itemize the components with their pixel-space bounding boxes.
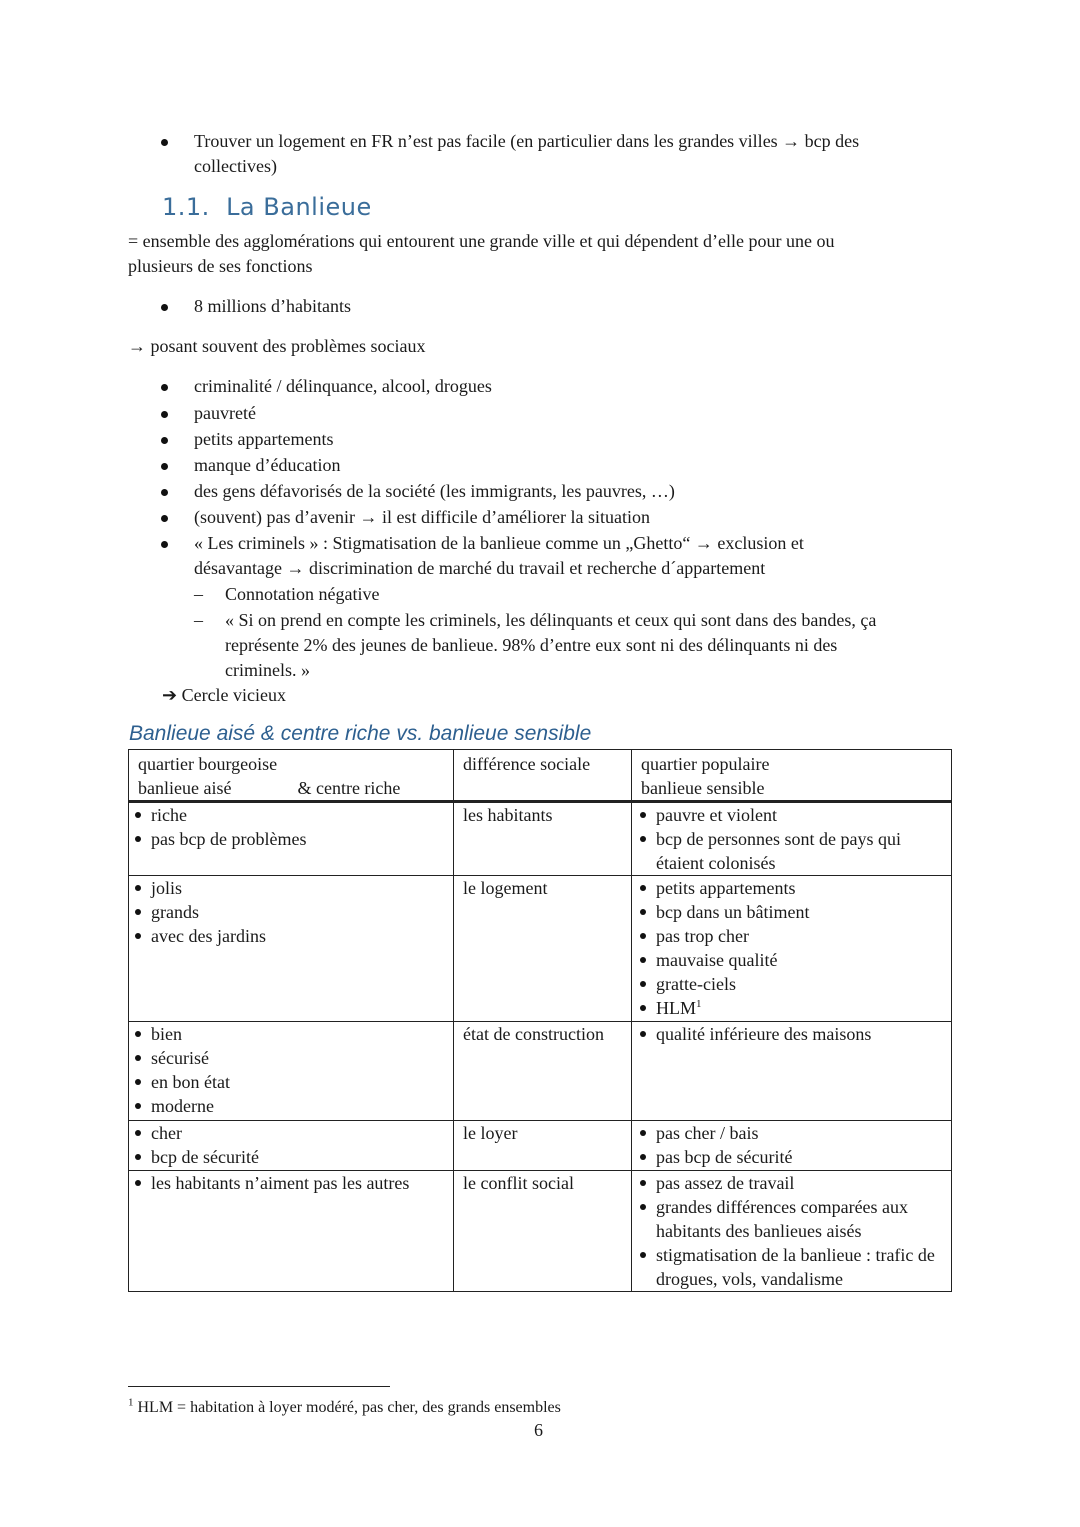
intro-bullet-line1: Trouver un logement en FR n’est pas facile (en particulier dans les grandes villes → bcp des [194, 131, 860, 151]
list-item: grands [131, 900, 453, 924]
problems-intro: → posant souvent des problèmes sociaux [128, 336, 426, 356]
list-item: pas bcp de sécurité [636, 1145, 951, 1169]
list-item: grandes différences comparées aux habitants des banlieues aisés [636, 1195, 951, 1243]
footnote-separator [128, 1386, 390, 1387]
bullet-dot [161, 411, 168, 418]
bullet-dot [161, 463, 168, 470]
header-col1-line2 [138, 776, 453, 800]
problem-item: des gens défavorisés de la société (les immigrants, les pauvres, …) [194, 481, 675, 501]
problem-item: (souvent) pas d’avenir → il est difficile d’améliorer la situation [194, 507, 651, 527]
list-item: pas trop cher [636, 924, 951, 948]
table-row [129, 1171, 952, 1292]
list-item: qualité inférieure des maisons [636, 1022, 951, 1046]
table-row [129, 1121, 952, 1171]
row-category: le logement [454, 876, 632, 1022]
quote-line2: représente 2% des jeunes de banlieue. 98% d’entre eux sont ni des délinquants ni des [225, 635, 838, 655]
list-item: mauvaise qualité [636, 948, 951, 972]
row-right-cell [632, 876, 952, 1022]
list-item: avec des jardins [131, 924, 453, 948]
header-col1 [129, 750, 454, 802]
table-row [129, 1022, 952, 1121]
footnote-text: HLM = habitation à loyer modéré, pas cher, des grands ensembles [137, 1399, 561, 1416]
bullet-dot [161, 541, 168, 548]
row-category: les habitants [454, 802, 632, 876]
list-item: bcp dans un bâtiment [636, 900, 951, 924]
definition-line2: plusieurs de ses fonctions [128, 256, 313, 276]
dash-mark: – [194, 584, 203, 604]
list-item: stigmatisation de la banlieue : trafic de drogues, vols, vandalisme [636, 1243, 951, 1291]
row-right-cell [632, 1171, 952, 1292]
list-item: bcp de personnes sont de pays qui étaient colonisés [636, 827, 951, 875]
row-category: état de construction [454, 1022, 632, 1121]
problem-item: criminalité / délinquance, alcool, drogues [194, 376, 492, 396]
list-item: sécurisé [131, 1046, 453, 1070]
hlm-text: HLM [656, 998, 696, 1018]
problem-item: pauvreté [194, 403, 256, 423]
list-item: bcp de sécurité [131, 1145, 453, 1169]
row-left-cell [129, 1022, 454, 1121]
intro-bullet-line2: collectives) [194, 156, 277, 176]
list-item: pauvre et violent [636, 803, 951, 827]
row-left-cell [129, 1171, 454, 1292]
table-header-row [129, 750, 952, 802]
conclusion: ➔ Cercle vicieux [162, 685, 287, 705]
table-row [129, 802, 952, 876]
list-item: riche [131, 803, 453, 827]
section-title: La Banlieue [226, 193, 372, 221]
row-right-cell [632, 1121, 952, 1171]
header-col3 [632, 750, 952, 802]
footnote-mark: 1 [128, 1396, 134, 1409]
header-col3-line2: banlieue sensible [641, 778, 765, 798]
quote-line1: « Si on prend en compte les criminels, les délinquants et ceux qui sont dans des bandes, ça [225, 610, 877, 630]
footnote [128, 1397, 561, 1419]
dash-item-connotation: Connotation négative [225, 584, 380, 604]
bullet-dot [161, 384, 168, 391]
list-item: pas bcp de problèmes [131, 827, 453, 851]
table-caption: Banlieue aisé & centre riche vs. banlieue sensible [129, 722, 592, 745]
row-left-cell [129, 802, 454, 876]
list-item: bien [131, 1022, 453, 1046]
list-item: petits appartements [636, 876, 951, 900]
stigma-line2: désavantage → discrimination de marché du travail et recherche d´appartement [194, 558, 766, 578]
footnote-ref: 1 [696, 998, 702, 1010]
header-col3-line1: quartier populaire [641, 754, 770, 774]
header-col1-line2a: banlieue aisé [138, 778, 232, 798]
bullet-dot [161, 304, 168, 311]
bullet-dot [161, 489, 168, 496]
quote-line3: criminels. » [225, 660, 310, 680]
section-heading [162, 193, 372, 221]
row-category: le conflit social [454, 1171, 632, 1292]
list-item: en bon état [131, 1070, 453, 1094]
list-item: gratte-ciels [636, 972, 951, 996]
row-right-cell [632, 802, 952, 876]
bullet-dot [161, 437, 168, 444]
bullet-dot [161, 515, 168, 522]
list-item: pas assez de travail [636, 1171, 951, 1195]
row-category: le loyer [454, 1121, 632, 1171]
list-item: moderne [131, 1094, 453, 1118]
stigma-line1: « Les criminels » : Stigmatisation de la banlieue comme un „Ghetto“ → exclusion et [194, 533, 804, 553]
problem-item: manque d’éducation [194, 455, 341, 475]
list-item: pas cher / bais [636, 1121, 951, 1145]
list-item: cher [131, 1121, 453, 1145]
table-row [129, 876, 952, 1022]
bullet-dot [161, 139, 168, 146]
page-number: 6 [534, 1420, 543, 1440]
header-col1-line1: quartier bourgeoise [138, 754, 278, 774]
header-col1-line2b: & centre riche [297, 778, 401, 798]
row-left-cell [129, 876, 454, 1022]
list-item: jolis [131, 876, 453, 900]
problem-item: petits appartements [194, 429, 334, 449]
row-left-cell [129, 1121, 454, 1171]
population-bullet: 8 millions d’habitants [194, 296, 351, 316]
list-item-hlm [636, 996, 951, 1020]
definition-line1: = ensemble des agglomérations qui entourent une grande ville et qui dépendent d’elle pour une ou [128, 231, 835, 251]
row-right-cell [632, 1022, 952, 1121]
dash-mark: – [194, 610, 203, 630]
comparison-table [128, 749, 952, 1292]
header-col2: différence sociale [454, 750, 632, 802]
section-number: 1.1. [162, 193, 210, 221]
list-item: les habitants n’aiment pas les autres [131, 1171, 453, 1195]
